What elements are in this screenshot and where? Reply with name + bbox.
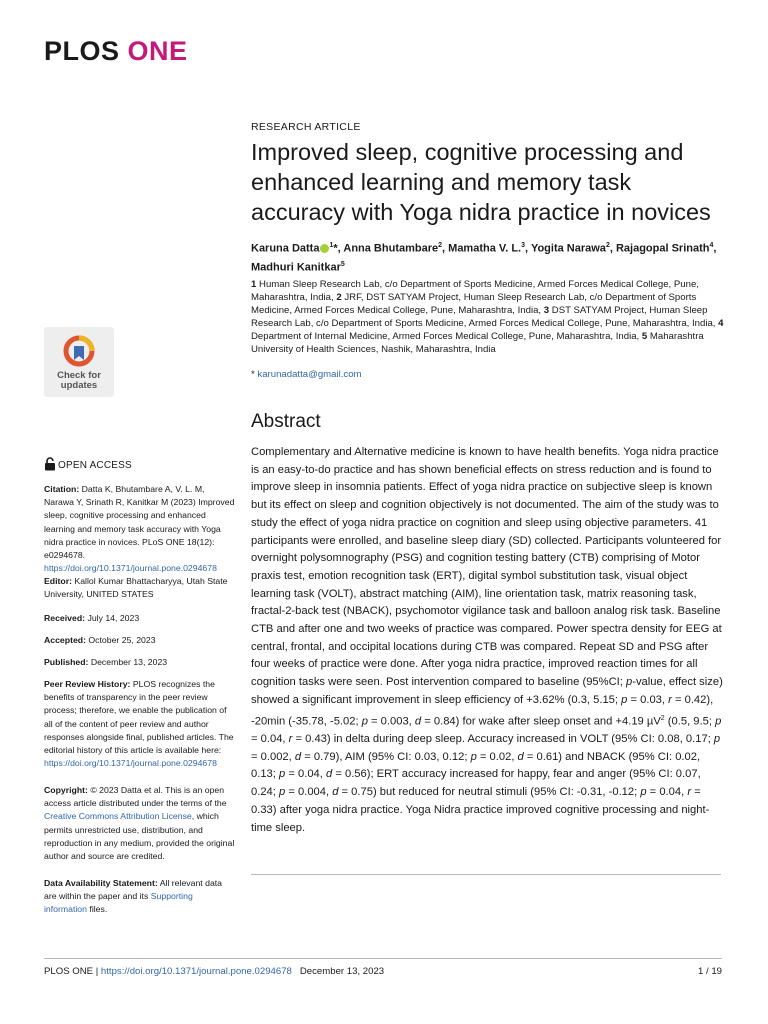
crossmark-icon — [59, 332, 99, 372]
abstract-segment: (0.5, 9.5; — [664, 715, 716, 728]
footer-divider — [44, 958, 722, 959]
abstract-segment: p — [279, 786, 286, 799]
abstract-text — [251, 444, 723, 837]
logo-one: ONE — [127, 36, 188, 66]
abstract-segment: d — [294, 750, 302, 763]
abstract-heading: Abstract — [251, 411, 321, 432]
affiliation-number: 3 — [543, 304, 552, 316]
abstract-segment: = 0.84) for wake after sleep onset and +4.19 µV — [421, 715, 661, 728]
data-availability-text: All relevant data are within the paper and its — [44, 878, 223, 902]
abstract-segment: p — [470, 750, 477, 763]
editor-label: Editor: — [44, 576, 72, 586]
affiliations — [251, 279, 726, 356]
affiliation-text: Human Sleep Research Lab, c/o Department of Sports Medicine, Armed Forces Medical College, Pune, Maharashtra, India, — [251, 279, 699, 303]
page-footer — [44, 966, 384, 977]
published-label: Published: — [44, 657, 89, 667]
author-name: Anna Bhutambare — [343, 242, 439, 255]
abstract-segment: r — [288, 732, 293, 745]
author-list: Karuna Datta $^1$*, Anna Bhutambare$^2$, Mamatha V. L.$^3$, Yogita Narawa$^2$, Rajagopal Srinath$^4$, Madhuri Kanitkar$^5$ — [251, 242, 717, 274]
copyright-text-end: , which permits unrestricted use, distribution, and reproduction in any medium, provided the original author and source are credited. — [44, 811, 235, 862]
article-title: Improved sleep, cognitive processing and enhanced learning and memory task accuracy with Yoga nidra practice in novices — [251, 139, 711, 225]
abstract-segment: -value, effect size) showed a significant improvement in sleep efficiency of +3.62% (0.3, 5.15; — [251, 676, 723, 706]
footer-separator: | — [95, 966, 99, 977]
badge-line1: Check for — [57, 370, 101, 381]
open-access-text: OPEN ACCESS — [58, 460, 132, 471]
data-availability-block — [44, 877, 236, 917]
author-name: Mamatha V. L. — [448, 242, 522, 255]
license-link[interactable]: Creative Commons Attribution License — [44, 811, 192, 822]
abstract-divider — [251, 874, 721, 875]
affiliation-text: JRF, DST SATYAM Project, Human Sleep Research Lab, c/o Department of Sports Medicine, Armed Forces Medical College, Pune, Maharashtra, India, — [251, 291, 697, 316]
abstract-segment: = 0.04, — [646, 786, 688, 799]
logo-plos: PLOS — [44, 36, 120, 66]
abstract-segment: = 0.03, — [627, 693, 669, 706]
data-availability-label: Data Availability Statement: — [44, 878, 158, 888]
affiliation-number: 4 — [718, 317, 724, 329]
abstract-segment: d — [325, 768, 333, 781]
author-affiliation-number: 2 — [438, 242, 443, 249]
footer-doi-link[interactable]: https://doi.org/10.1371/journal.pone.0294678 — [100, 966, 292, 977]
received-block — [44, 612, 236, 625]
abstract-segment: = 0.33) after yoga nidra practice. Yoga Nidra practice improved cognitive processing and night-time sleep. — [251, 786, 710, 834]
copyright-block — [44, 784, 236, 863]
author-name: Rajagopal Srinath — [615, 242, 710, 255]
abstract-segment: p — [625, 676, 633, 689]
abstract-segment: = 0.02, — [476, 750, 518, 763]
abstract-segment: p — [361, 715, 368, 728]
affiliation-number: 5 — [641, 330, 650, 342]
peer-review-link[interactable]: https://doi.org/10.1371/journal.pone.0294678 — [44, 758, 217, 769]
open-access-label — [44, 457, 132, 471]
abstract-segment: d — [414, 715, 422, 728]
affiliation-number: 2 — [336, 291, 345, 303]
received-date: July 14, 2023 — [87, 613, 140, 623]
author-name: Yogita Narawa — [530, 242, 606, 255]
author-affiliation-number: 3 — [521, 242, 526, 249]
peer-review-text: PLOS recognizes the benefits of transparency in the peer review process; therefore, we enable the publication of all of the content of peer review and author responses alongside final, published articles. The editorial history of this article is available here: — [44, 679, 234, 756]
abstract-segment: = 0.004, — [285, 786, 333, 799]
accepted-block — [44, 634, 236, 647]
abstract-segment: d — [517, 750, 524, 763]
abstract-segment: = 0.75) but reduced for neutral stimuli (95% CI: -0.31, -0.12; — [338, 786, 641, 799]
editor-text: Kallol Kumar Bhattacharyya, Utah State University, UNITED STATES — [44, 576, 228, 600]
abstract-segment: r — [687, 786, 692, 799]
abstract-segment: = 0.003, — [367, 715, 415, 728]
author-name: Madhuri Kanitkar — [251, 261, 341, 274]
footer-date: December 13, 2023 — [299, 966, 385, 977]
author-name: Karuna Datta — [251, 242, 320, 255]
email-link[interactable]: karunadatta@gmail.com — [257, 369, 362, 380]
open-lock-icon — [44, 457, 56, 471]
abstract-segment: = 0.04, — [251, 732, 289, 745]
abstract-segment: = 0.61) and NBACK (95% CI: 0.02, 0.13; — [251, 750, 701, 781]
citation-text: Datta K, Bhutambare A, V. L. M, Narawa Y, Srinath R, Kanitkar M (2023) Improved sleep, cognitive processing and enhanced learning and memory task accuracy with Yoga nidra practice in novices. PLoS ONE 18(12): e0294678. — [44, 484, 235, 561]
check-for-updates-badge[interactable] — [44, 327, 114, 397]
copyright-label: Copyright: — [44, 785, 88, 795]
peer-review-label: Peer Review History: — [44, 679, 131, 689]
abstract-segment: p — [715, 715, 722, 728]
copyright-text: © 2023 Datta et al. This is an open access article distributed under the terms of the — [44, 785, 227, 809]
abstract-segment: = 0.04, — [285, 768, 326, 781]
citation-doi-link[interactable]: https://doi.org/10.1371/journal.pone.0294678 — [44, 563, 217, 574]
abstract-segment: r — [668, 693, 672, 706]
abstract-segment: = 0.42), -20min (-35.78, -5.02; — [251, 693, 714, 728]
abstract-segment: = 0.002, — [251, 750, 295, 763]
citation-label: Citation: — [44, 484, 80, 494]
corresponding-star: * — [251, 369, 255, 380]
author-affiliation-number: 2 — [605, 242, 610, 249]
author-affiliation-number: 1 — [329, 242, 334, 249]
article-type: RESEARCH ARTICLE — [251, 121, 361, 133]
footer-journal: PLOS ONE — [44, 966, 94, 977]
abstract-segment: p — [713, 732, 721, 745]
affiliation-number: 1 — [251, 279, 260, 290]
published-block — [44, 656, 236, 669]
abstract-segment: d — [332, 786, 339, 799]
abstract-segment: = 0.56); ERT accuracy increased for happy, fear and anger (95% CI: 0.07, 0.24; — [251, 768, 701, 799]
abstract-segment: Complementary and Alternative medicine is known to have health benefits. Yoga nidra practice is an easy-to-do practice and has shown beneficial effects on stress reduction and is found to improve sleep in insomnia patients. Effect of yoga nidra practice on subjective sleep is known but its effect on sleep and cognition objectively is not documented. The aim of the study was to study the effect of yoga nidra practice on cognition and sleep using objective parameters. 41 participants were enrolled, and baseline sleep diary (SD) collected. Participants volunteered for overnight polysomnography (PSG) and cognition testing battery (CTB) comprising of Motor praxis test, emotion recognition task (ERT), digital symbol substitution task, visual object learning task (VOLT), abstract matching (AIM), line orientation task, matrix reasoning task, fractal-2-back test (NBACK), psychomotor vigilance task and balloon analog risk task. Baseline CTB and after one and two weeks of practice was compared. Power spectra density for EEG at central, frontal, and occipital locations during CTB was compared. Repeat SD and PSG after four weeks of practice were done. After yoga nidra practice, improved reaction times for all cognition tasks were seen. Post intervention compared to baseline (95%CI; — [251, 446, 722, 689]
accepted-date: October 25, 2023 — [88, 635, 156, 645]
affiliation-text: Maharashtra University of Health Sciences, Nashik, Maharashtra, India — [251, 330, 704, 355]
received-label: Received: — [44, 613, 86, 623]
abstract-segment: 2 — [660, 714, 665, 722]
editor-block — [44, 575, 236, 601]
citation-block — [44, 483, 236, 575]
abstract-segment: p — [279, 768, 286, 781]
corresponding-email — [251, 369, 362, 380]
abstract-segment: p — [621, 693, 628, 706]
accepted-label: Accepted: — [44, 635, 86, 645]
abstract-segment: p — [640, 786, 647, 799]
abstract-segment: = 0.79), AIM (95% CI: 0.03, 0.12; — [301, 750, 471, 763]
abstract-segment: = 0.43) in delta during deep sleep. Accuracy increased in VOLT (95% CI: 0.08, 0.17; — [292, 732, 714, 745]
author-affiliation-number: 4 — [709, 242, 714, 249]
published-date: December 13, 2023 — [90, 657, 168, 667]
journal-logo[interactable] — [44, 36, 188, 67]
affiliation-text: DST SATYAM Project, Human Sleep Research Lab, c/o Department of Sports Medicine, Armed Forces Medical College, Pune, Maharashtra, India, — [251, 304, 719, 329]
badge-line2: updates — [60, 380, 98, 391]
peer-review-block — [44, 678, 236, 770]
data-availability-text-end: files. — [89, 904, 108, 915]
affiliation-text: Department of Internal Medicine, Armed Forces Medical College, Pune, Maharashtra, India, — [251, 330, 642, 342]
supporting-info-link[interactable]: Supporting information — [44, 891, 193, 915]
author-affiliation-number: 5 — [340, 260, 345, 268]
page-number: 1 / 19 — [697, 966, 722, 977]
